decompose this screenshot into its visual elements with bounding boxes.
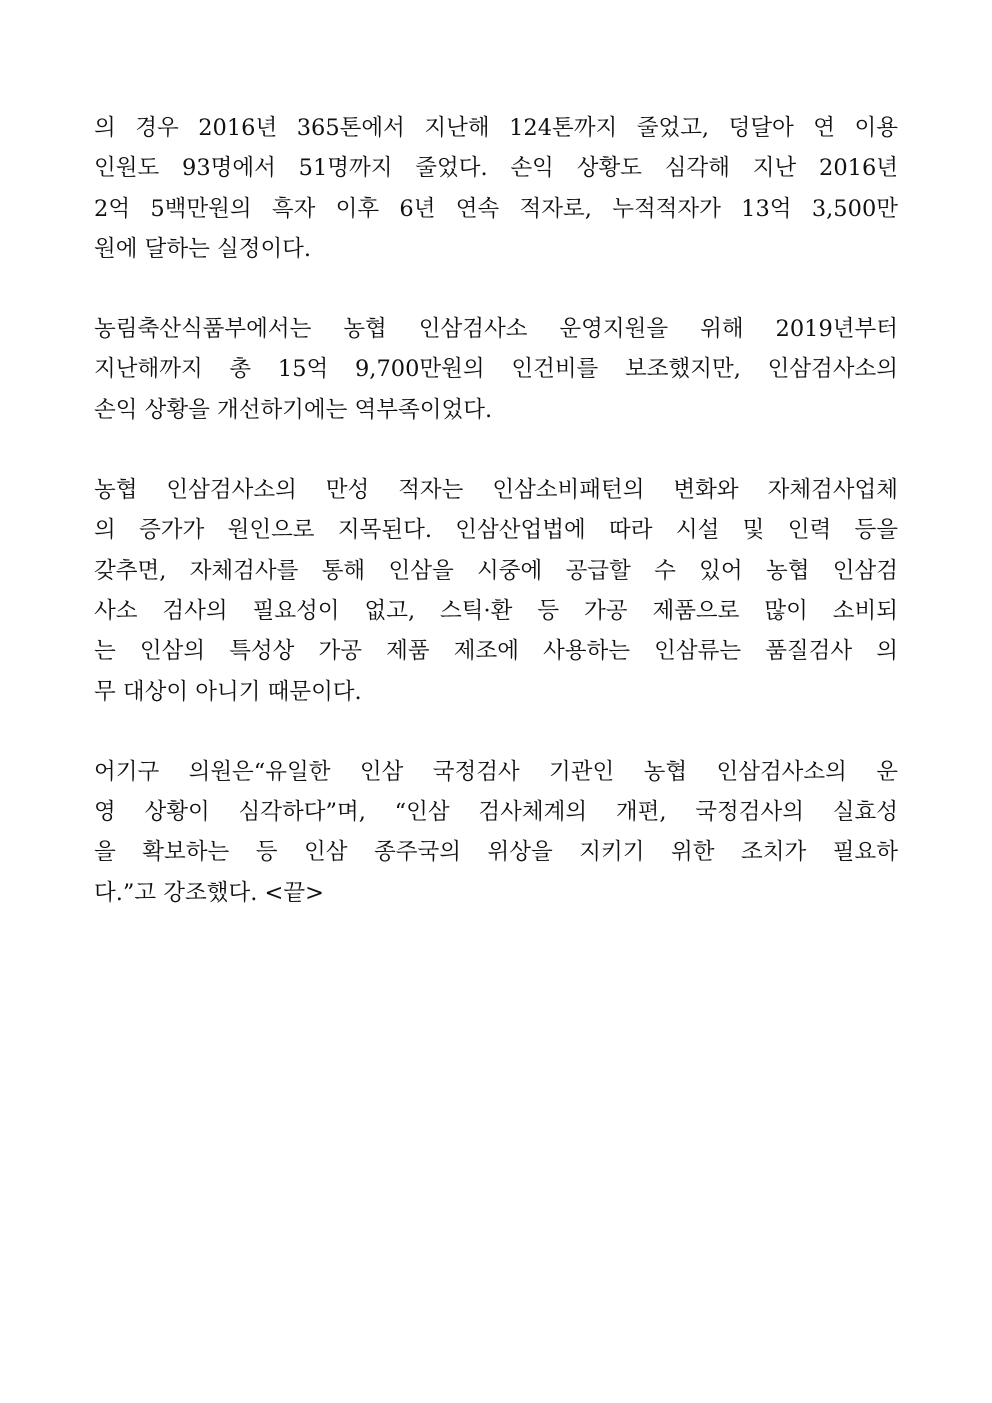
text-line: 는 인삼의 특성상 가공 제품 제조에 사용하는 인삼류는 품질검사 의 [94, 638, 898, 665]
paragraph-1 [94, 108, 898, 269]
text-line: 지난해까지 총 15억 9,700만원의 인건비를 보조했지만, 인삼검사소의 [94, 356, 898, 383]
paragraph-4 [94, 752, 898, 913]
text-line: 농협 인삼검사소의 만성 적자는 인삼소비패턴의 변화와 자체검사업체 [94, 477, 898, 504]
text-line: 다.”고 강조했다. <끝> [94, 879, 324, 906]
text-line: 2억 5백만원의 흑자 이후 6년 연속 적자로, 누적적자가 13억 3,500만 [94, 195, 898, 222]
text-line: 갖추면, 자체검사를 통해 인삼을 시중에 공급할 수 있어 농협 인삼검 [94, 557, 898, 584]
text-line: 사소 검사의 필요성이 없고, 스틱·환 등 가공 제품으로 많이 소비되 [94, 597, 898, 624]
text-line: 어기구 의원은“유일한 인삼 국정검사 기관인 농협 인삼검사소의 운 [94, 758, 898, 785]
paragraph-2 [94, 309, 898, 430]
text-line: 영 상황이 심각하다”며, “인삼 검사체계의 개편, 국정검사의 실효성 [94, 799, 898, 826]
text-line: 의 증가가 원인으로 지목된다. 인삼산업법에 따라 시설 및 인력 등을 [94, 517, 898, 544]
text-line: 인원도 93명에서 51명까지 줄었다. 손익 상황도 심각해 지난 2016년 [94, 155, 898, 182]
text-line: 의 경우 2016년 365톤에서 지난해 124톤까지 줄었고, 덩달아 연 이용 [94, 115, 898, 141]
document-page [94, 108, 898, 953]
text-line: 을 확보하는 등 인삼 종주국의 위상을 지키기 위한 조치가 필요하 [94, 839, 898, 866]
paragraph-3 [94, 470, 898, 712]
text-line: 농림축산식품부에서는 농협 인삼검사소 운영지원을 위해 2019년부터 [94, 316, 898, 343]
text-line: 무 대상이 아니기 때문이다. [94, 678, 362, 705]
text-line: 손익 상황을 개선하기에는 역부족이었다. [94, 396, 493, 423]
text-line: 원에 달하는 실정이다. [94, 235, 312, 262]
